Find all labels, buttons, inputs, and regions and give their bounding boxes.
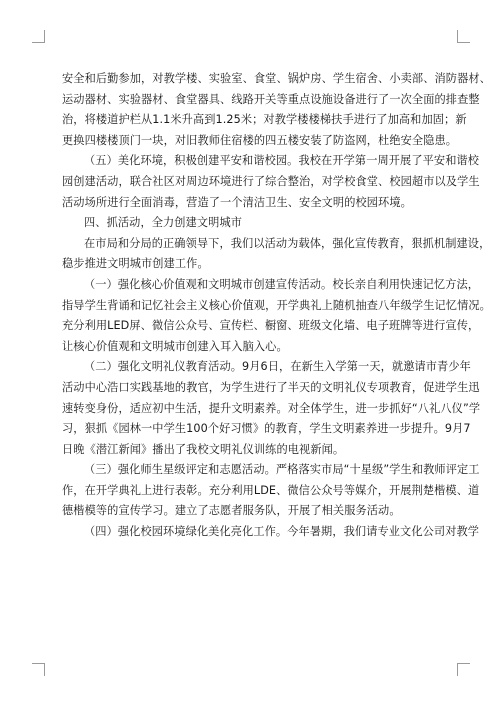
text-line: 治，将楼道护栏从1.1米升高到1.25米；对教学楼楼梯扶手进行了加高和加固；新 xyxy=(62,113,467,127)
paragraph-start-line: （二）强化文明礼仪教育活动。9月6日，在新生入学第一天，就邀请市青少年 xyxy=(84,360,471,374)
text-line: 活动中心浩口实践基地的教官，为学生进行了半天的文明礼仪专项教育，促进学生迅 xyxy=(62,380,480,394)
paragraph-start-line: （一）强化核心价值观和文明城市创建宣传活动。校长亲自利用快速记忆方法， xyxy=(84,277,480,291)
crop-mark-bottom-left xyxy=(32,663,45,676)
document-body xyxy=(62,69,491,543)
crop-mark-top-right xyxy=(457,30,470,43)
text-line: 德楷模等的宣传学习。建立了志愿者服务队，开展了相关服务活动。 xyxy=(62,504,401,518)
text-line: 充分利用LED屏、微信公众号、宣传栏、橱窗、班级文化墙、电子班牌等进行宣传， xyxy=(62,319,480,333)
text-line: 指导学生背诵和记忆社会主义核心价值观，开学典礼上随机抽查八年级学生记忆情况。 xyxy=(62,298,491,312)
text-line: 活动场所进行全面消毒，营造了一个清洁卫生、安全文明的校园环境。 xyxy=(62,195,412,209)
text-line: 稳步推进文明城市创建工作。 xyxy=(62,257,209,271)
text-line: 日晚《潜江新闻》播出了我校文明礼仪训练的电视新闻。 xyxy=(62,442,345,456)
paragraph-start-line: （三）强化师生星级评定和志愿活动。严格落实市局“十星级”学生和教师评定工 xyxy=(84,463,480,477)
text-line: 习，狠抓《园林一中学生100个好习惯》的教育，学生文明素养进一步提升。9月7 xyxy=(62,422,471,436)
paragraph-start-line: 在市局和分局的正确领导下，我们以活动为载体，强化宣传教育，狠抓机制建设， xyxy=(84,236,491,250)
paragraph-start-line: （五）美化环境，积极创建平安和谐校园。我校在开学第一周开展了平安和谐校 xyxy=(84,154,480,168)
text-line: 作，在开学典礼上进行表彰。充分利用LDE、微信公众号等媒介，开展荆楚楷模、道 xyxy=(62,483,480,497)
text-line: 安全和后勤参加，对教学楼、实验室、食堂、锅炉房、学生宿舍、小卖部、消防器材、 xyxy=(62,72,491,85)
crop-mark-bottom-right xyxy=(457,663,470,676)
section-heading: 四、抓活动，全力创建文明城市 xyxy=(84,216,243,230)
text-line: 运动器材、实验器材、食堂器具、线路开关等重点设施设备进行了一次全面的排查整 xyxy=(62,92,480,106)
text-line: 园创建活动，联合社区对周边环境进行了综合整治，对学校食堂、校园超市以及学生 xyxy=(62,174,480,188)
text-line: 更换四楼楼顶门一块，对旧教师住宿楼的四五楼安装了防盗网，杜绝安全隐患。 xyxy=(62,133,458,147)
paragraph-start-line: （四）强化校园环境绿化美化亮化工作。今年暑期，我们请专业文化公司对教学 xyxy=(84,525,480,539)
crop-mark-top-left xyxy=(32,30,45,43)
text-line: 让核心价值观和文明城市创建入耳入脑入心。 xyxy=(62,339,288,353)
text-line: 速转变身份，适应初中生活，提升文明素养。对全体学生，进一步抓好“八礼八仪”学 xyxy=(62,401,481,415)
